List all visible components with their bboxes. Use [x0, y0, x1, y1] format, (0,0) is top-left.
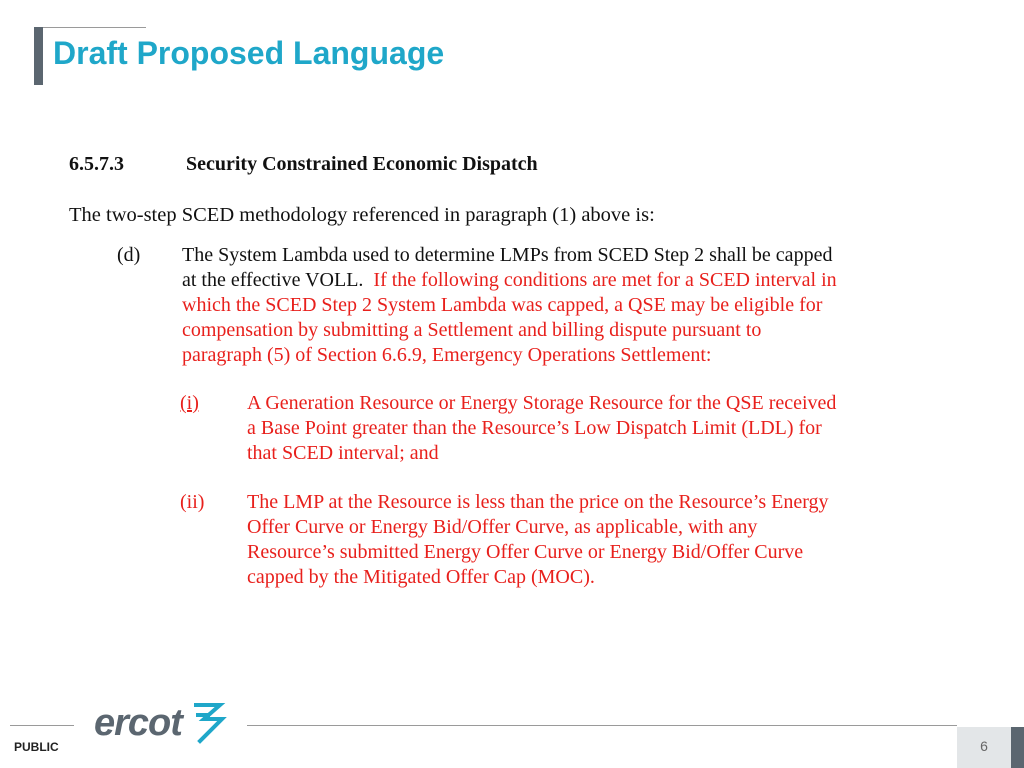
item-ii-line: The LMP at the Resource is less than the price on the Resource’s Energy [247, 491, 829, 513]
item-d-line [182, 268, 922, 293]
item-ii-line: capped by the Mitigated Offer Cap (MOC). [247, 566, 595, 588]
page-number-accent [1011, 727, 1024, 768]
item-ii-label: (ii) [180, 491, 205, 513]
item-d-proposed-line: compensation by submitting a Settlement and billing dispute pursuant to [182, 319, 762, 341]
item-i-line: A Generation Resource or Energy Storage Resource for the QSE received [247, 392, 837, 414]
item-i-text [247, 391, 947, 466]
ercot-logo [94, 695, 228, 751]
item-d-label: (d) [117, 244, 141, 266]
classification-label: PUBLIC [14, 740, 59, 754]
ercot-bolt-icon [196, 705, 222, 741]
intro-paragraph: The two-step SCED methodology referenced in paragraph (1) above is: [69, 204, 655, 226]
slide-title: Draft Proposed Language [53, 35, 445, 71]
footer-rule-left [10, 725, 74, 726]
item-d-proposed-text: If the following conditions are met for a SCED interval in [373, 269, 837, 291]
footer-rule-right [247, 725, 957, 726]
section-number: 6.5.7.3 [69, 153, 124, 175]
item-d-existing-text: at the effective VOLL. [182, 269, 364, 291]
section-title: Security Constrained Economic Dispatch [186, 153, 538, 175]
item-d-proposed-line: paragraph (5) of Section 6.6.9, Emergency Operations Settlement: [182, 344, 712, 366]
item-i-label: (i) [180, 392, 199, 414]
item-ii-line: Offer Curve or Energy Bid/Offer Curve, as applicable, with any [247, 516, 758, 538]
item-ii-text [247, 490, 947, 590]
item-d-line: The System Lambda used to determine LMPs from SCED Step 2 shall be capped [182, 244, 833, 266]
item-i-line: that SCED interval; and [247, 442, 439, 464]
item-d-text [182, 243, 922, 368]
page-number: 6 [980, 738, 988, 754]
item-d-proposed-line: which the SCED Step 2 System Lambda was capped, a QSE may be eligible for [182, 294, 823, 316]
item-i-line: a Base Point greater than the Resource’s Low Dispatch Limit (LDL) for [247, 417, 822, 439]
ercot-logo-text: ercot [94, 702, 182, 744]
item-ii-line: Resource’s submitted Energy Offer Curve or Energy Bid/Offer Curve [247, 541, 804, 563]
